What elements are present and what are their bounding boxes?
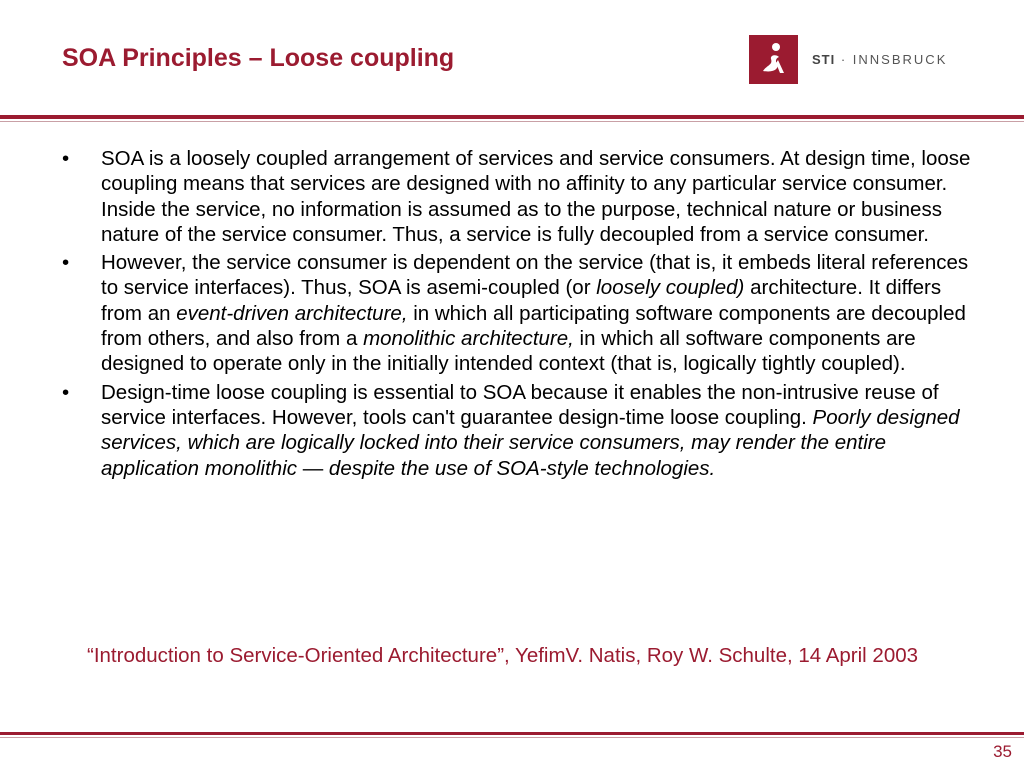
bullet-text: — xyxy=(297,456,329,480)
footer-divider-thin xyxy=(0,737,1024,738)
bullet-italic-text: event-driven architecture, xyxy=(176,301,408,325)
bullet-italic-text: loosely coupled) xyxy=(596,276,745,300)
bullet-text: However, the service consumer is dependent on the service (that is, it embeds literal references to service interfaces). Thus, SOA is asemi-coupled (or xyxy=(101,251,969,300)
bullet-item xyxy=(62,250,972,376)
page-number: 35 xyxy=(993,742,1012,761)
logo-separator: · xyxy=(835,51,853,67)
citation: “Introduction to Service-Oriented Architecture”, YefimV. Natis, Roy W. Schulte, 14 April 2003 xyxy=(87,644,919,667)
sti-innsbruck-logo xyxy=(749,34,947,84)
bullet-marker: • xyxy=(62,251,70,275)
bullet-italic-text: despite the use of SOA-style technologies. xyxy=(328,456,716,480)
bullet-item xyxy=(62,380,972,481)
header-divider-thin xyxy=(0,121,1024,122)
bullet-item xyxy=(62,146,972,247)
bullet-marker: • xyxy=(62,147,70,170)
bullet-text: Design-time loose coupling is essential to SOA because it enables the non-intrusive reuse of service interfaces. However, tools can't guarantee design-time loose coupling. xyxy=(101,380,939,429)
bullet-text: in which all participating software components are decoupled from others, and also from a xyxy=(101,301,966,351)
sti-logo-icon xyxy=(749,35,798,84)
bullet-italic-text: Poorly designed services, which are logically locked into their service consumers, may render the entire application monolithic xyxy=(101,405,960,480)
bullet-text: SOA is a loosely coupled arrangement of services and service consumers. At design time, loose coupling means that services are designed with no affinity to any particular service consumer. Inside the service, no information is assumed as to the purpose, technical nature or business nature of the service consumer. Thus, a service is fully decoupled from a service consumer. xyxy=(101,147,971,246)
header-divider xyxy=(0,115,1024,119)
slide-title: SOA Principles – Loose coupling xyxy=(62,44,455,72)
bullet-list xyxy=(62,146,972,484)
bullet-marker: • xyxy=(62,380,70,404)
logo-wordmark xyxy=(812,52,947,67)
bullet-italic-text: monolithic architecture, xyxy=(363,327,574,351)
bullet-text: in which all software components are designed to operate only in the initially intended context (that is, logically tightly coupled). xyxy=(101,327,916,376)
logo-brand: STI xyxy=(812,51,836,67)
logo-location: INNSBRUCK xyxy=(852,51,948,67)
footer-divider xyxy=(0,732,1024,735)
bullet-text: architecture. It differs from an xyxy=(101,276,942,325)
